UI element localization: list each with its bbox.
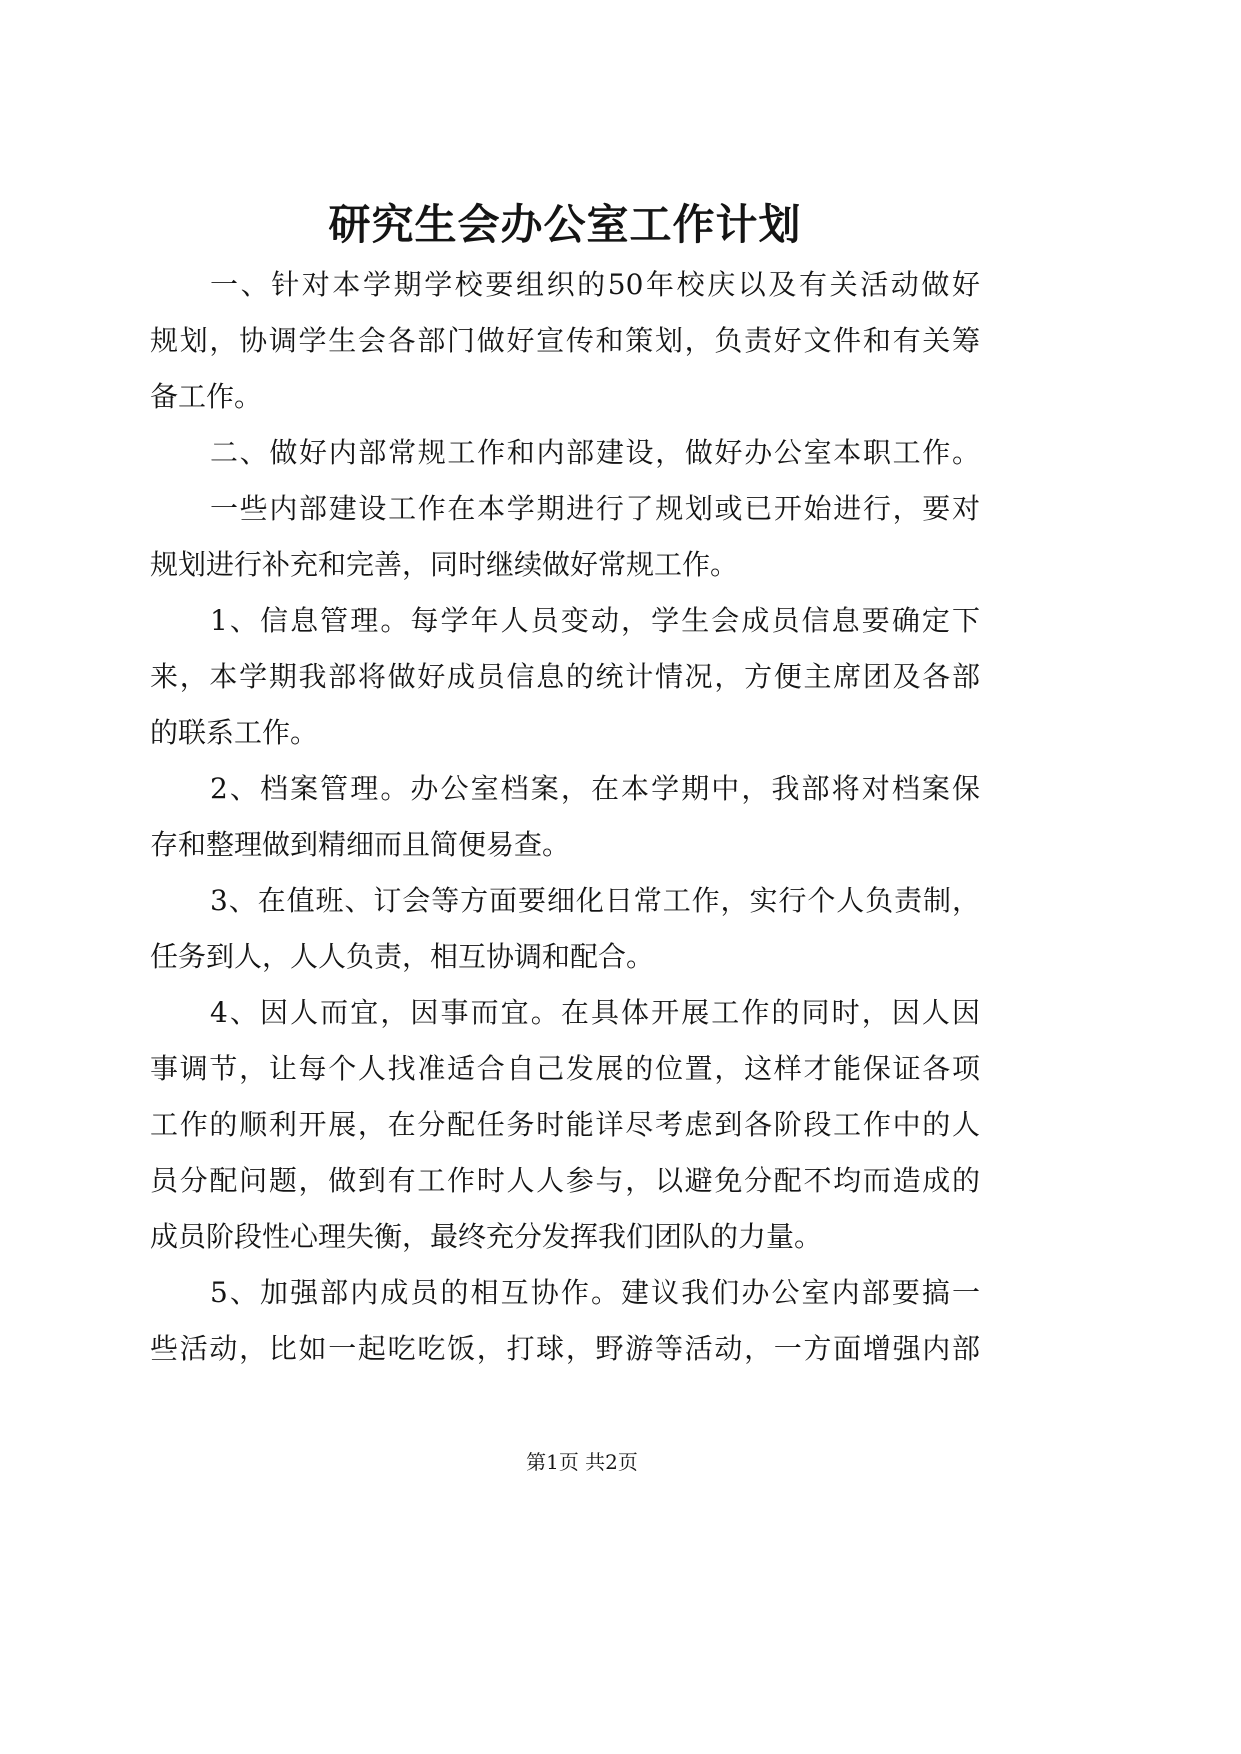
paragraph-4 <box>150 593 980 761</box>
page-number-footer: 第1页 共2页 <box>526 1450 638 1474</box>
paragraph-line: 备工作。 <box>150 380 263 413</box>
paragraph-6 <box>150 873 980 985</box>
paragraph-line: 二、做好内部常规工作和内部建设，做好办公室本职工作。 <box>210 436 980 469</box>
paragraph-line: 4、因人而宜，因事而宜。在具体开展工作的同时，因人因 <box>210 996 980 1029</box>
document-title: 研究生会办公室工作计划 <box>328 200 802 249</box>
paragraph-line: 规划，协调学生会各部门做好宣传和策划，负责好文件和有关筹 <box>150 324 980 357</box>
paragraph-line: 员分配问题，做到有工作时人人参与，以避免分配不均而造成的 <box>150 1164 980 1197</box>
paragraph-line: 存和整理做到精细而且简便易查。 <box>150 828 571 861</box>
paragraph-5 <box>150 761 980 873</box>
paragraph-1 <box>150 257 980 425</box>
paragraph-3 <box>150 481 980 593</box>
paragraph-line: 2、档案管理。办公室档案，在本学期中，我部将对档案保 <box>210 772 980 805</box>
paragraph-line: 的联系工作。 <box>150 716 319 749</box>
paragraph-line: 来，本学期我部将做好成员信息的统计情况，方便主席团及各部 <box>150 660 980 693</box>
paragraph-line: 事调节，让每个人找准适合自己发展的位置，这样才能保证各项 <box>150 1052 980 1085</box>
paragraph-2 <box>150 425 980 481</box>
paragraph-line: 任务到人，人人负责，相互协调和配合。 <box>150 940 655 973</box>
paragraph-8 <box>150 1265 980 1377</box>
document-body <box>150 257 980 1377</box>
paragraph-line: 一、针对本学期学校要组织的50年校庆以及有关活动做好 <box>210 268 980 301</box>
paragraph-line: 3、在值班、订会等方面要细化日常工作，实行个人负责制， <box>210 884 980 917</box>
paragraph-line: 1、信息管理。每学年人员变动，学生会成员信息要确定下 <box>210 604 980 637</box>
paragraph-line: 工作的顺利开展，在分配任务时能详尽考虑到各阶段工作中的人 <box>150 1108 980 1141</box>
paragraph-line: 成员阶段性心理失衡，最终充分发挥我们团队的力量。 <box>150 1220 823 1253</box>
paragraph-line: 一些内部建设工作在本学期进行了规划或已开始进行，要对 <box>210 492 980 525</box>
paragraph-line: 5、加强部内成员的相互协作。建议我们办公室内部要搞一 <box>210 1276 980 1309</box>
paragraph-line: 些活动，比如一起吃吃饭，打球，野游等活动，一方面增强内部 <box>150 1332 980 1365</box>
paragraph-line: 规划进行补充和完善，同时继续做好常规工作。 <box>150 548 739 581</box>
paragraph-7 <box>150 985 980 1265</box>
